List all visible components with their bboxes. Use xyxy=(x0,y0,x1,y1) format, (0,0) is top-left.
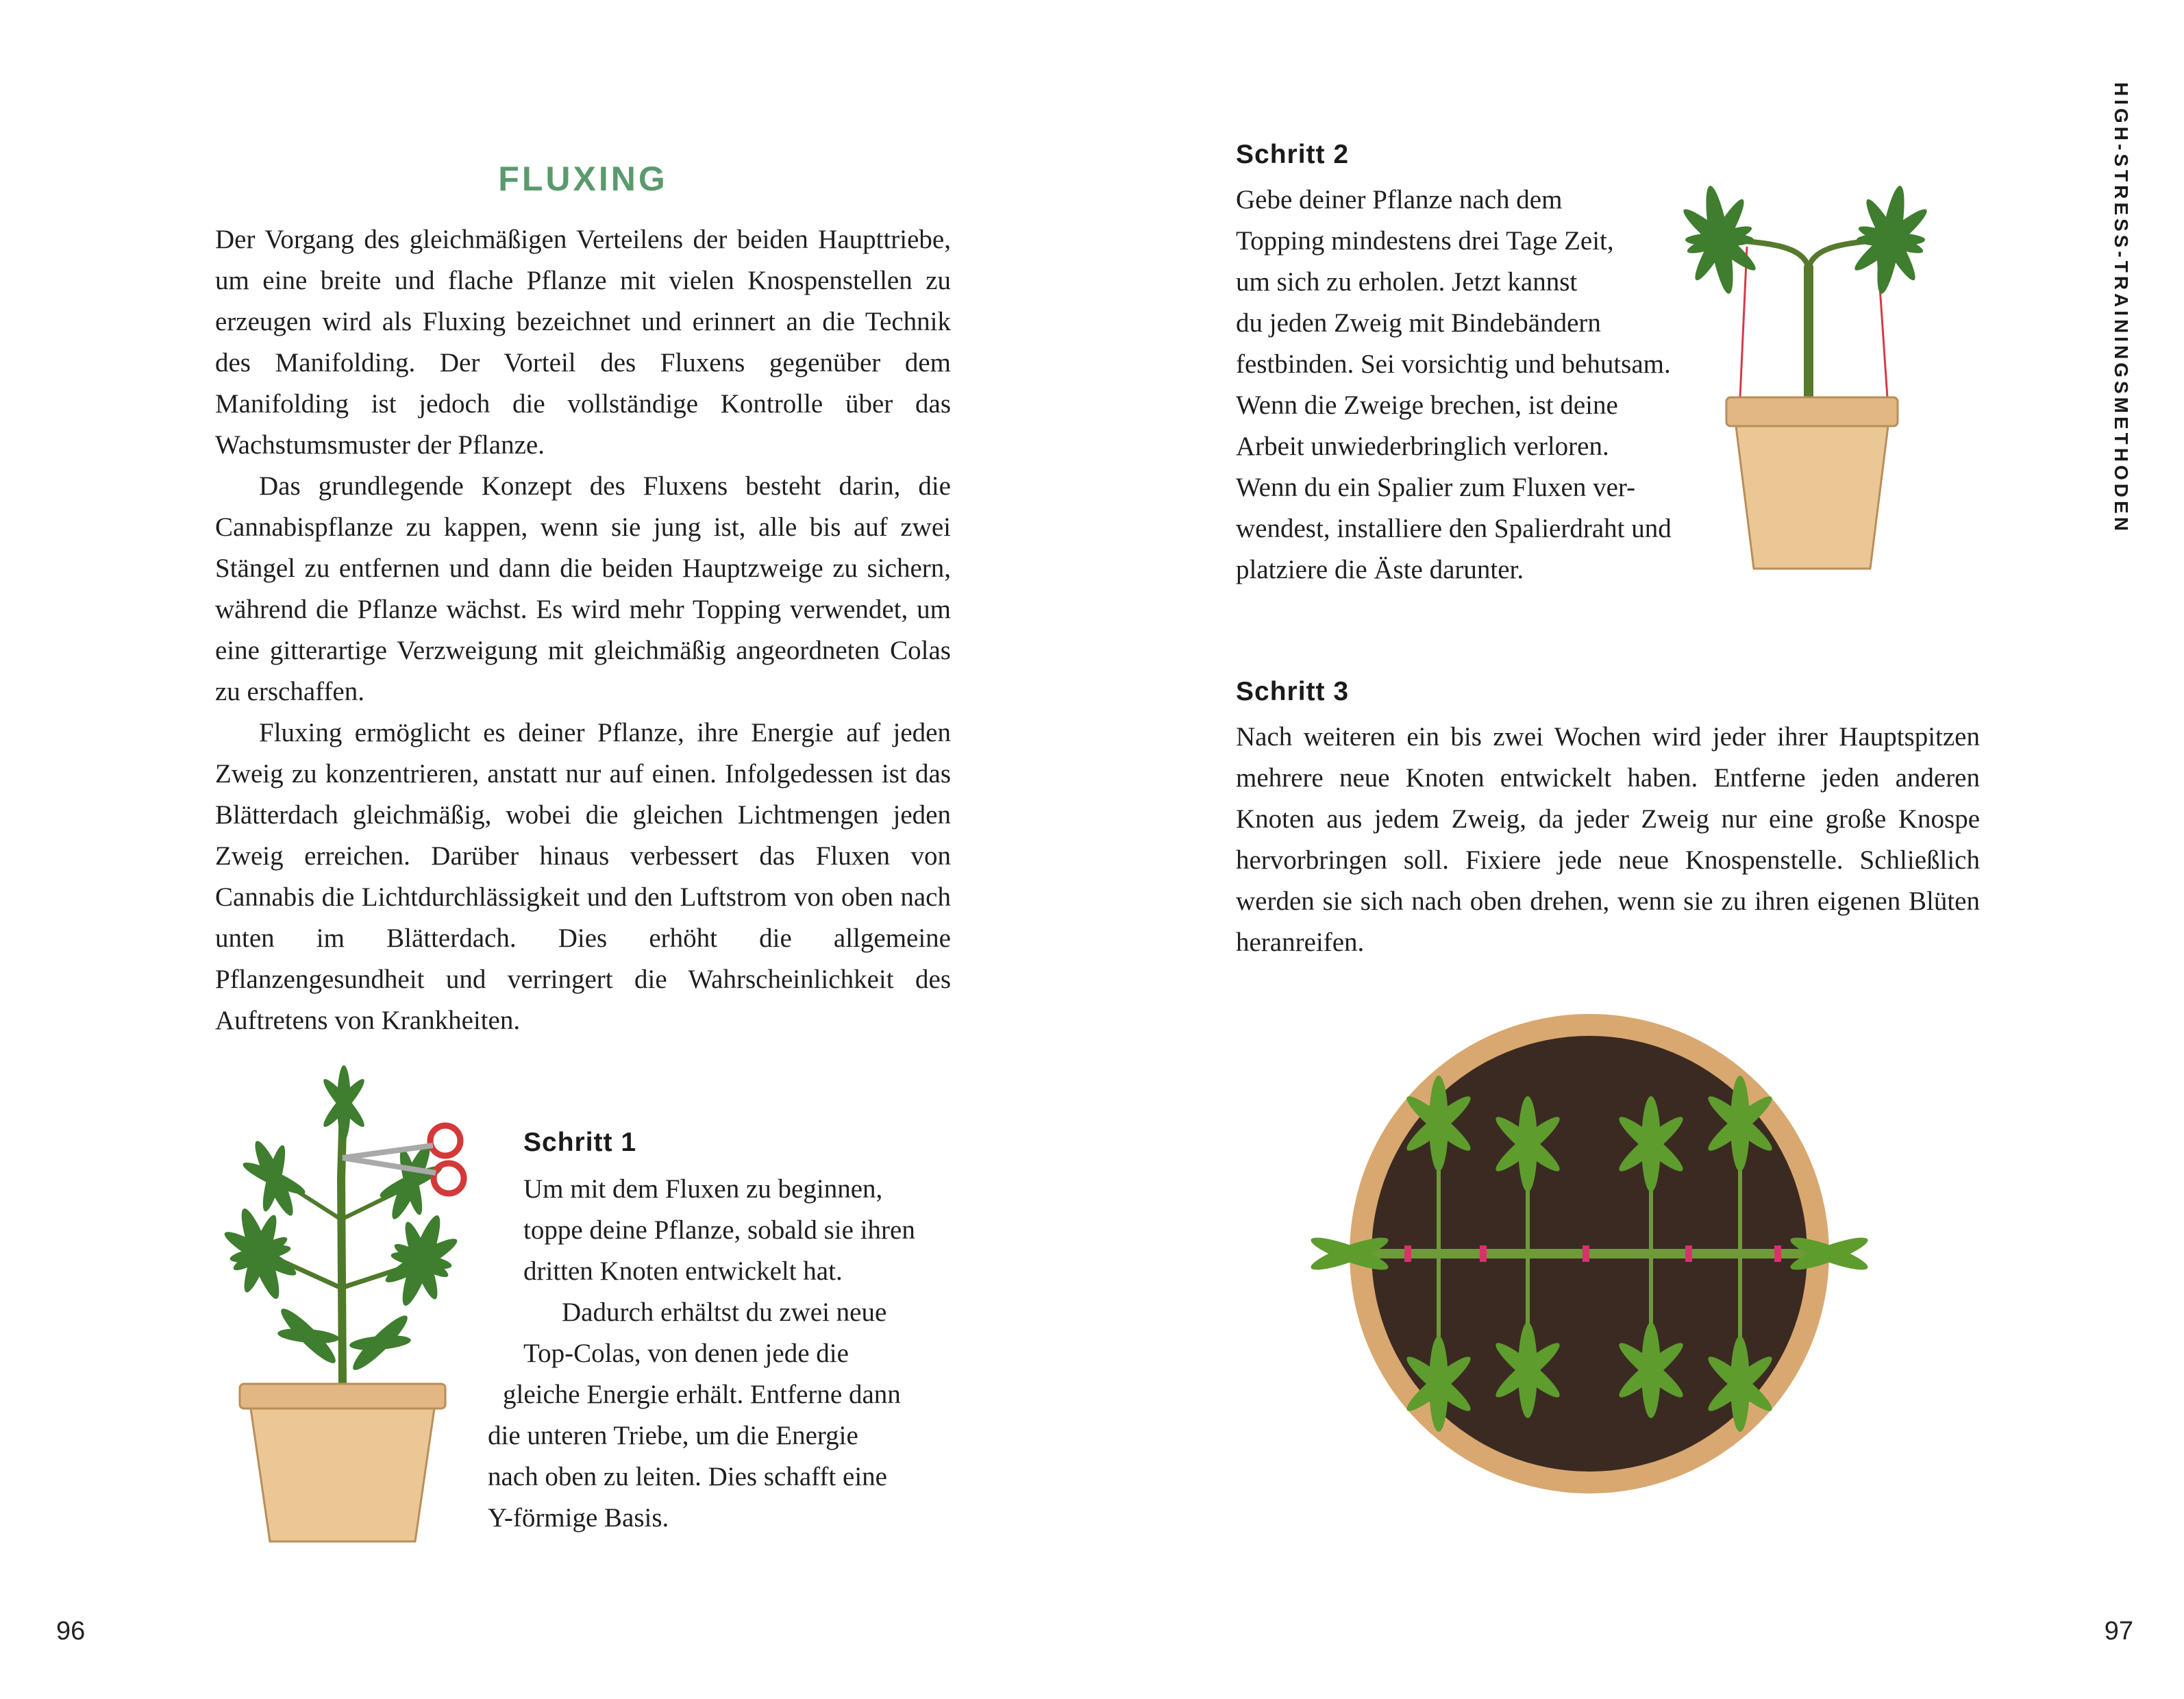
step-3-heading: Schritt 3 xyxy=(1236,677,1350,706)
top-view-pot-illustration xyxy=(1302,1007,1891,1500)
section-side-title-text: HIGH-STRESS-TRAININGSMETHODEN xyxy=(2111,82,2132,534)
step-2-line: um sich zu erholen. Jetzt kannst xyxy=(1236,267,1578,297)
intro-paragraph-3: Fluxing ermöglicht es deiner Pflanze, ihre Energie auf jeden Zweig zu konzentrieren, anstatt nur auf einen. Infolgedessen ist das Blätterdach gleichmäßig, wobei die gleichen Lichtmengen jeden Zweig erreichen. Darüber hinaus verbessert das Fluxen von Cannabis die Lichtdurchlässigkeit und den Luftstrom von oben nach unten im Blätterdach. Dies erhöht die allgemeine Pflanzengesundheit und verringert die Wahrscheinlichkeit des Auftretens von Krankheiten. xyxy=(215,718,951,1035)
step-2-line: Arbeit unwiederbringlich verloren. xyxy=(1236,432,1609,461)
step-3-text: Nach weiteren ein bis zwei Wochen wird jeder ihrer Hauptspitzen mehrere neue Knoten entwickelt haben. Entferne jeden anderen Knoten aus jedem Zweig, da jeder Zweig nur eine große Knospe hervorbringen soll. Fixiere jede neue Knospenstelle. Schließlich werden sie sich nach oben drehen, wenn sie zu ihren eigenen Blüten heranreifen. xyxy=(1236,722,1980,957)
page-number-right: 97 xyxy=(2104,1617,2133,1646)
step-2-line: festbinden. Sei vorsichtig und behutsam. xyxy=(1236,349,1671,379)
step-1-line: gleiche Energie erhält. Entferne dann xyxy=(503,1380,901,1409)
page-title: FLUXING xyxy=(498,160,668,198)
step-1-line: Top-Colas, von denen jede die xyxy=(523,1339,849,1368)
tie-strings xyxy=(1740,247,1887,397)
flower-pot xyxy=(240,1384,445,1541)
page-number-left: 96 xyxy=(56,1617,86,1646)
step-1-line: nach oben zu leiten. Dies schafft eine xyxy=(488,1462,887,1491)
intro-text xyxy=(215,219,951,1041)
step-1 xyxy=(488,1122,976,1539)
step-2-line: Topping mindestens drei Tage Zeit, xyxy=(1236,226,1614,256)
step-2-line: Wenn du ein Spalier zum Fluxen ver- xyxy=(1236,473,1636,502)
step-1-line: die unteren Triebe, um die Energie xyxy=(488,1421,858,1450)
step-2-line: Wenn die Zweige brechen, ist deine xyxy=(1236,390,1618,420)
flower-pot xyxy=(1726,397,1898,569)
step-1-line: dritten Knoten entwickelt hat. xyxy=(523,1256,843,1286)
section-side-title xyxy=(2110,82,2151,534)
step-1-line: Um mit dem Fluxen zu beginnen, xyxy=(523,1174,883,1204)
step-2-line: Gebe deiner Pflanze nach dem xyxy=(1236,185,1563,214)
step-1-line: toppe deine Pflanze, sobald sie ihren xyxy=(523,1215,915,1245)
step-2-heading: Schritt 2 xyxy=(1236,140,1350,169)
tied-plant-illustration xyxy=(1644,158,1959,582)
intro-paragraph-2: Das grundlegende Konzept des Fluxens besteht darin, die Cannabispflanze zu kappen, wenn sie jung ist, alle bis auf zwei Stängel zu entfernen und dann die beiden Hauptzweige zu sichern, während die Pflanze wächst. Es wird mehr Topping verwendet, um eine gitterartige Verzweigung mit gleichmäßig angeordneten Colas zu erschaffen. xyxy=(215,471,951,706)
step-3 xyxy=(1236,671,1980,963)
step-2-line: platziere die Äste darunter. xyxy=(1236,555,1524,584)
step-1-heading: Schritt 1 xyxy=(523,1128,637,1157)
step-1-line: Dadurch erhältst du zwei neue xyxy=(562,1298,887,1327)
topping-plant-illustration xyxy=(185,1041,500,1548)
step-1-line: Y-förmige Basis. xyxy=(488,1503,669,1533)
step-2-line: wendest, installiere den Spalierdraht und xyxy=(1236,514,1672,543)
step-2-line: du jeden Zweig mit Bindebändern xyxy=(1236,308,1601,338)
intro-paragraph-1: Der Vorgang des gleichmäßigen Verteilens der beiden Haupttriebe, um eine breite und flache Pflanze mit vielen Knospenstellen zu erzeugen wird als Fluxing bezeichnet und erinnert an die Technik des Manifolding. Der Vorteil des Fluxens gegenüber dem Manifolding ist jedoch die vollständige Kontrolle über das Wachstumsmuster der Pflanze. xyxy=(215,225,951,460)
